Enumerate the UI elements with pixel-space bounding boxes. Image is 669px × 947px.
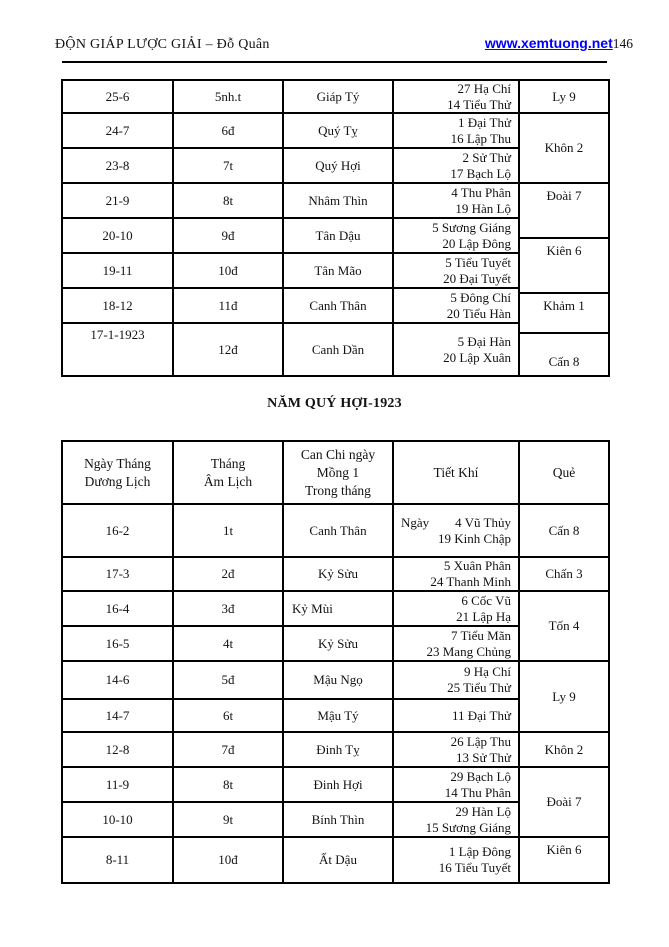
tietkhi-line: 20 Đại Tuyết [443, 270, 511, 286]
tietkhi-line: 16 Tiểu Tuyết [438, 860, 511, 875]
lunar-month-cell: 7t [174, 149, 284, 184]
tietkhi-line: 1 Đại Thử [457, 114, 511, 130]
canchi-cell: Đinh Hợi [284, 768, 394, 803]
tietkhi-line: 11 Đại Thử [451, 707, 511, 723]
canchi-cell: Canh Thân [284, 505, 394, 558]
website-link[interactable]: www.xemtuong.net [484, 35, 613, 51]
tietkhi-line: 1 Lập Đông [448, 844, 511, 859]
tietkhi-cell [394, 662, 520, 700]
tietkhi-line: 15 Sương Giáng [425, 819, 511, 835]
lunar-month-cell: 9t [174, 803, 284, 838]
lunar-month-cell: 1t [174, 505, 284, 558]
solar-date-cell: 16-5 [63, 627, 174, 662]
lunar-month-cell: 12đ [174, 324, 284, 375]
tietkhi-line: 23 Mang Chủng [426, 643, 511, 659]
solar-date-cell: 17-3 [63, 558, 174, 592]
solar-date-cell: 14-6 [63, 662, 174, 700]
tietkhi-line: 17 Bạch Lộ [450, 165, 511, 181]
lunar-month-cell: 5nh.t [174, 81, 284, 114]
que-cell: Kiên 6 [520, 239, 608, 294]
canchi-cell: Bính Thìn [284, 803, 394, 838]
tietkhi-line: 21 Lập Hạ [456, 608, 511, 624]
tietkhi-line: 4 Thu Phân [451, 184, 511, 200]
column-header-solar-date: Ngày Tháng Dương Lịch [63, 442, 174, 503]
que-cell: Đoài 7 [520, 768, 608, 838]
tietkhi-line: 7 Tiểu Mãn [451, 627, 511, 643]
tietkhi-line: 2 Sử Thử [462, 149, 511, 165]
solar-date-cell: 16-4 [63, 592, 174, 627]
solar-date-cell: 19-11 [63, 254, 174, 289]
que-cell: Khôn 2 [520, 733, 608, 768]
canchi-cell: Tân Dậu [284, 219, 394, 254]
tietkhi-cell [394, 768, 520, 803]
tietkhi-line: 14 Tiểu Thử [447, 96, 511, 112]
year-table-1923 [61, 440, 610, 884]
tietkhi-cell [394, 558, 520, 592]
tietkhi-line: 19 Kinh Chập [438, 530, 511, 546]
lunar-month-cell: 6t [174, 700, 284, 733]
tietkhi-line: 26 Lập Thu [450, 733, 511, 749]
solar-date-cell: 8-11 [63, 838, 174, 882]
tietkhi-line: 29 Bạch Lộ [450, 768, 511, 784]
canchi-cell: Mậu Tý [284, 700, 394, 733]
lunar-month-cell: 5đ [174, 662, 284, 700]
tietkhi-line: 20 Tiểu Hàn [446, 305, 511, 321]
tietkhi-line: 29 Hàn Lộ [455, 803, 511, 819]
column-header-canchi: Can Chi ngày Mồng 1 Trong tháng [284, 442, 394, 503]
que-column [520, 81, 608, 375]
tietkhi-line: 13 Sử Thử [455, 749, 511, 765]
canchi-cell: Đinh Tỵ [284, 733, 394, 768]
tietkhi-line: 5 Sương Giáng [432, 219, 511, 235]
lunar-month-cell: 9đ [174, 219, 284, 254]
solar-date-cell: 16-2 [63, 505, 174, 558]
tietkhi-cell [394, 114, 520, 149]
canchi-cell: Mậu Ngọ [284, 662, 394, 700]
canchi-cell: Quý Hợi [284, 149, 394, 184]
tietkhi-cell [394, 505, 520, 558]
tietkhi-line: 19 Hàn Lộ [455, 200, 511, 216]
tietkhi-cell [394, 803, 520, 838]
table1-body [63, 81, 520, 375]
canchi-cell: Kỷ Sửu [284, 627, 394, 662]
canchi-cell: Quý Tỵ [284, 114, 394, 149]
solar-date-cell: 18-12 [63, 289, 174, 324]
lunar-month-cell: 11đ [174, 289, 284, 324]
solar-date-cell: 21-9 [63, 184, 174, 219]
year-table-continuation [61, 79, 610, 377]
tietkhi-line: 9 Hạ Chí [464, 664, 511, 679]
tietkhi-cell [394, 592, 520, 627]
tietkhi-line: 20 Lập Đông [442, 235, 511, 251]
que-cell: Chấn 3 [520, 558, 608, 592]
tietkhi-line: 5 Đông Chí [450, 289, 511, 305]
tietkhi-line: 25 Tiểu Thử [447, 680, 511, 695]
column-header-que: Quẻ [552, 464, 576, 480]
tietkhi-cell [394, 184, 520, 219]
tietkhi-line: 24 Thanh Minh [430, 574, 511, 589]
lunar-month-cell: 8t [174, 768, 284, 803]
column-header-tietkhi: Tiết Khí [394, 442, 520, 503]
que-cell: Cấn 8 [548, 354, 580, 369]
canchi-cell: Canh Dần [284, 324, 394, 375]
tietkhi-cell [394, 81, 520, 114]
solar-date-cell: 20-10 [63, 219, 174, 254]
solar-date-cell: 24-7 [63, 114, 174, 149]
tietkhi-cell [394, 149, 520, 184]
tietkhi-cell [394, 838, 520, 882]
lunar-month-cell: 8t [174, 184, 284, 219]
tietkhi-line: 14 Thu Phân [444, 784, 511, 800]
tietkhi-line: Ngày 4 Vũ Thủy [401, 514, 511, 530]
tietkhi-cell [394, 733, 520, 768]
lunar-month-cell: 6đ [174, 114, 284, 149]
tietkhi-line: 5 Đại Hàn [457, 333, 511, 349]
solar-date-cell: 11-9 [63, 768, 174, 803]
lunar-month-cell: 10đ [174, 254, 284, 289]
table2-header-row [63, 442, 608, 505]
que-cell: Khảm 1 [520, 294, 608, 334]
solar-date-cell: 12-8 [63, 733, 174, 768]
tietkhi-cell [394, 700, 520, 733]
canchi-cell: Giáp Tý [284, 81, 394, 114]
tietkhi-line: 27 Hạ Chí [457, 81, 511, 96]
solar-date-cell: 25-6 [63, 81, 174, 114]
que-column [520, 505, 608, 882]
tietkhi-line: 20 Lập Xuân [443, 349, 511, 365]
canchi-cell: Ất Dậu [284, 838, 394, 882]
solar-date-cell: 10-10 [63, 803, 174, 838]
lunar-month-cell: 10đ [174, 838, 284, 882]
tietkhi-cell [394, 219, 520, 254]
tietkhi-cell [394, 324, 520, 375]
header-divider [62, 61, 607, 63]
lunar-month-cell: 3đ [174, 592, 284, 627]
lunar-month-cell: 7đ [174, 733, 284, 768]
canchi-cell: Kỷ Sửu [284, 558, 394, 592]
solar-date-cell: 23-8 [63, 149, 174, 184]
tietkhi-cell [394, 254, 520, 289]
que-cell: Ly 9 [520, 662, 608, 733]
canchi-cell: Tân Mão [284, 254, 394, 289]
que-cell: Khôn 2 [520, 114, 608, 184]
que-cell: Ly 9 [520, 81, 608, 114]
tietkhi-line: 5 Xuân Phân [443, 558, 511, 573]
tietkhi-line: 5 Tiểu Tuyết [445, 254, 511, 270]
tietkhi-cell [394, 627, 520, 662]
page-number: 146 [612, 36, 633, 51]
canchi-cell: Nhâm Thìn [284, 184, 394, 219]
que-cell: Đoài 7 [520, 184, 608, 239]
que-cell: Kiên 6 [546, 842, 582, 857]
canchi-cell: Kỷ Mùi [284, 592, 394, 627]
column-header-lunar-month: Tháng Âm Lịch [174, 442, 284, 503]
solar-date-cell: 17-1-1923 [63, 324, 174, 375]
section-title: NĂM QUÝ HỢI-1923 [267, 396, 402, 411]
que-cell: Cấn 8 [520, 505, 608, 558]
table2-body [63, 505, 520, 882]
page-header-right [485, 35, 633, 53]
lunar-month-cell: 2đ [174, 558, 284, 592]
tietkhi-cell [394, 289, 520, 324]
lunar-month-cell: 4t [174, 627, 284, 662]
book-title: ĐỘN GIÁP LƯỢC GIẢI – Đỗ Quân [55, 37, 270, 52]
que-cell: Tốn 4 [520, 592, 608, 662]
tietkhi-line: 6 Cốc Vũ [461, 592, 511, 608]
tietkhi-line: 16 Lập Thu [450, 130, 511, 146]
canchi-cell: Canh Thân [284, 289, 394, 324]
solar-date-cell: 14-7 [63, 700, 174, 733]
